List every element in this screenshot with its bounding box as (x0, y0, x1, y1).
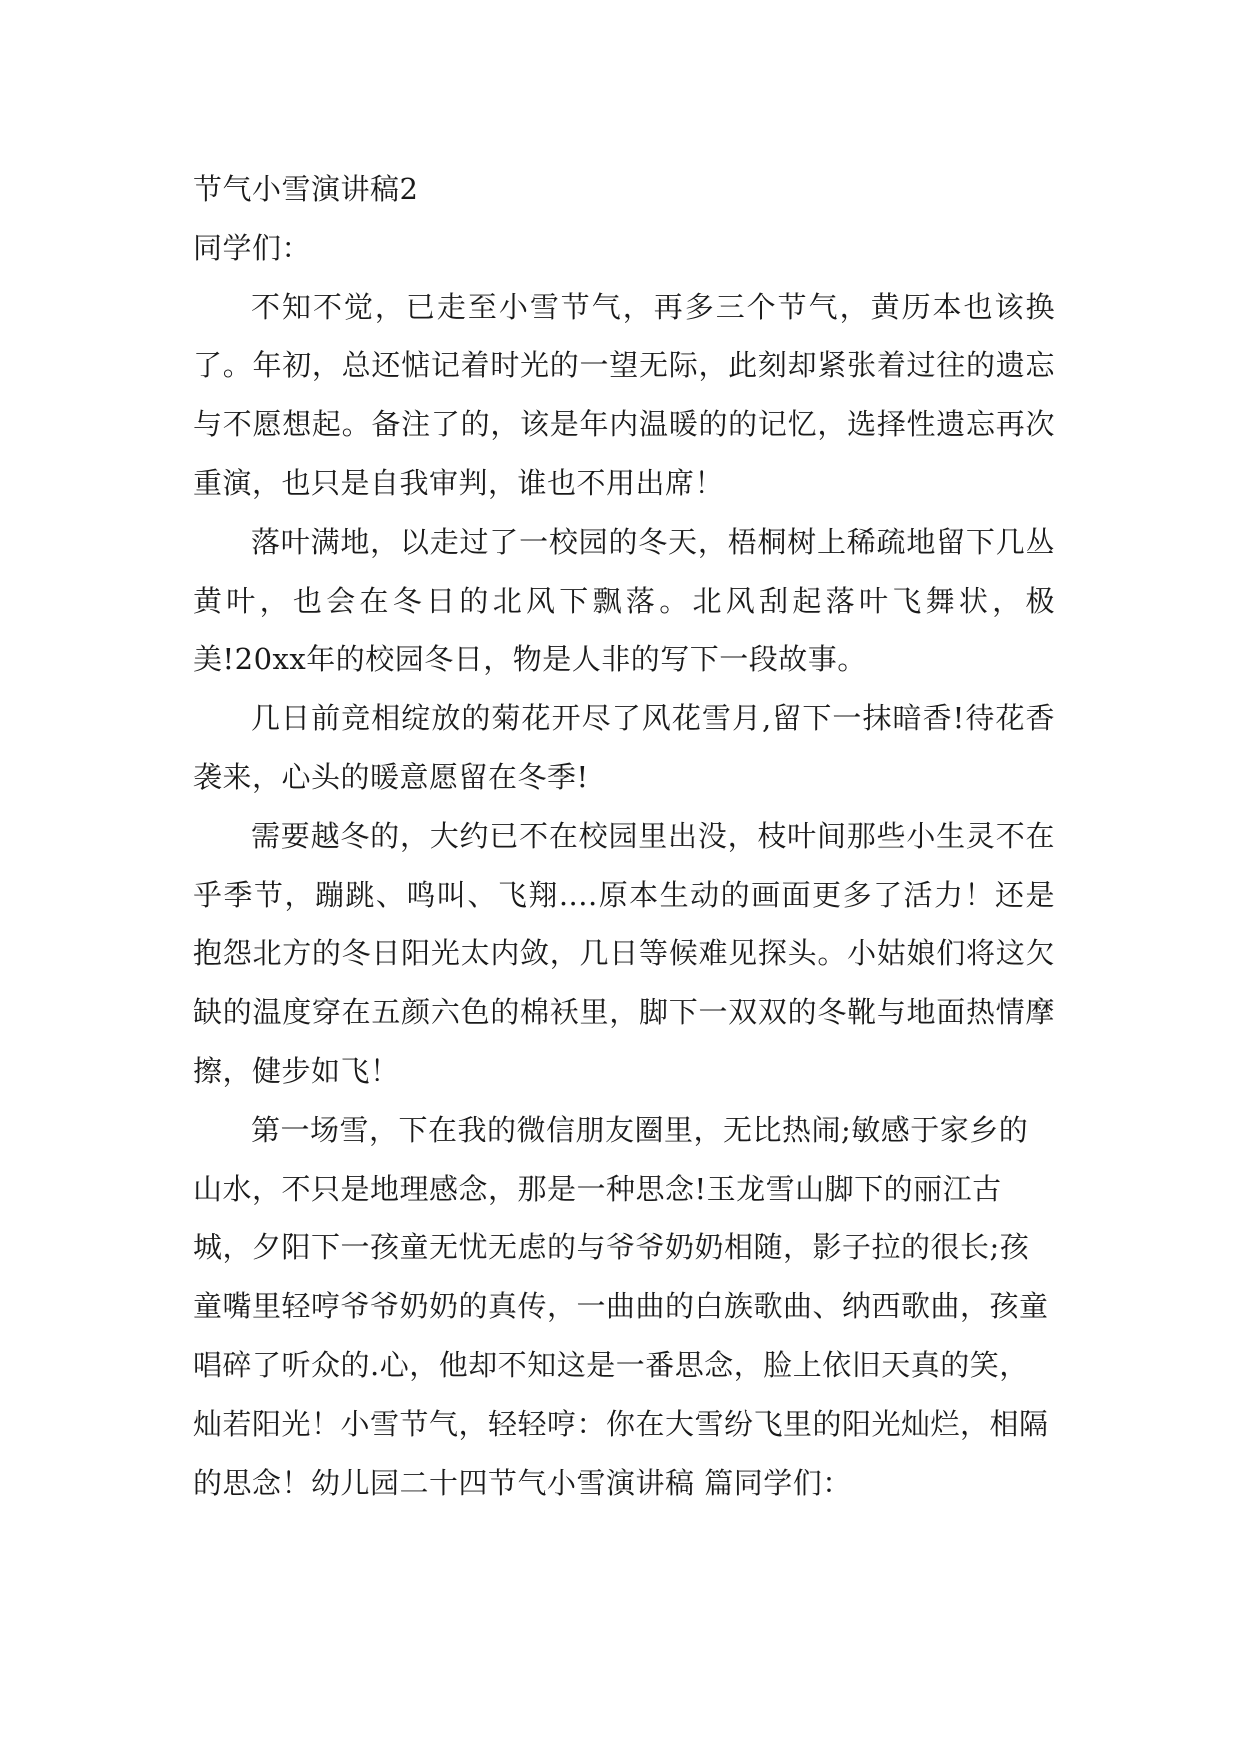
paragraph-2: 落叶满地，以走过了一校园的冬天，梧桐树上稀疏地留下几丛黄叶，也会在冬日的北风下飘落。北风刮起落叶飞舞状，极美!20xx年的校园冬日，物是人非的写下一段故事。 (193, 524, 1055, 677)
document-body (193, 160, 1055, 1512)
paragraph-5: 第一场雪，下在我的微信朋友圈里，无比热闹;敏感于家乡的山水，不只是地理感念，那是一种思念!玉龙雪山脚下的丽江古城，夕阳下一孩童无忧无虑的与爷爷奶奶相随，影子拉的很长;孩童嘴里轻哼爷爷奶奶的真传，一曲曲的白族歌曲、纳西歌曲，孩童唱碎了听众的.心，他却不知这是一番思念，脸上依旧天真的笑，灿若阳光！小雪节气，轻轻哼：你在大雪纷飞里的阳光灿烂，相隔的思念！幼儿园二十四节气小雪演讲稿 篇同学们： (193, 1112, 1049, 1500)
document-title: 节气小雪演讲稿2 (193, 172, 419, 206)
paragraph-4: 需要越冬的，大约已不在校园里出没，枝叶间那些小生灵不在乎季节，蹦跳、鸣叫、飞翔....原本生动的画面更多了活力！还是抱怨北方的冬日阳光太内敛，几日等候难见探头。小姑娘们将这欠缺的温度穿在五颜六色的棉袄里，脚下一双双的冬靴与地面热情摩擦，健步如飞！ (193, 818, 1055, 1088)
salutation: 同学们： (193, 230, 312, 265)
paragraph-1: 不知不觉，已走至小雪节气，再多三个节气，黄历本也该换了。年初，总还惦记着时光的一望无际，此刻却紧张着过往的遗忘与不愿想起。备注了的，该是年内温暖的的记忆，选择性遗忘再次重演，也只是自我审判，谁也不用出席！ (193, 289, 1055, 500)
paragraph-3: 几日前竞相绽放的菊花开尽了风花雪月,留下一抹暗香!待花香袭来，心头的暖意愿留在冬季! (193, 701, 1055, 794)
